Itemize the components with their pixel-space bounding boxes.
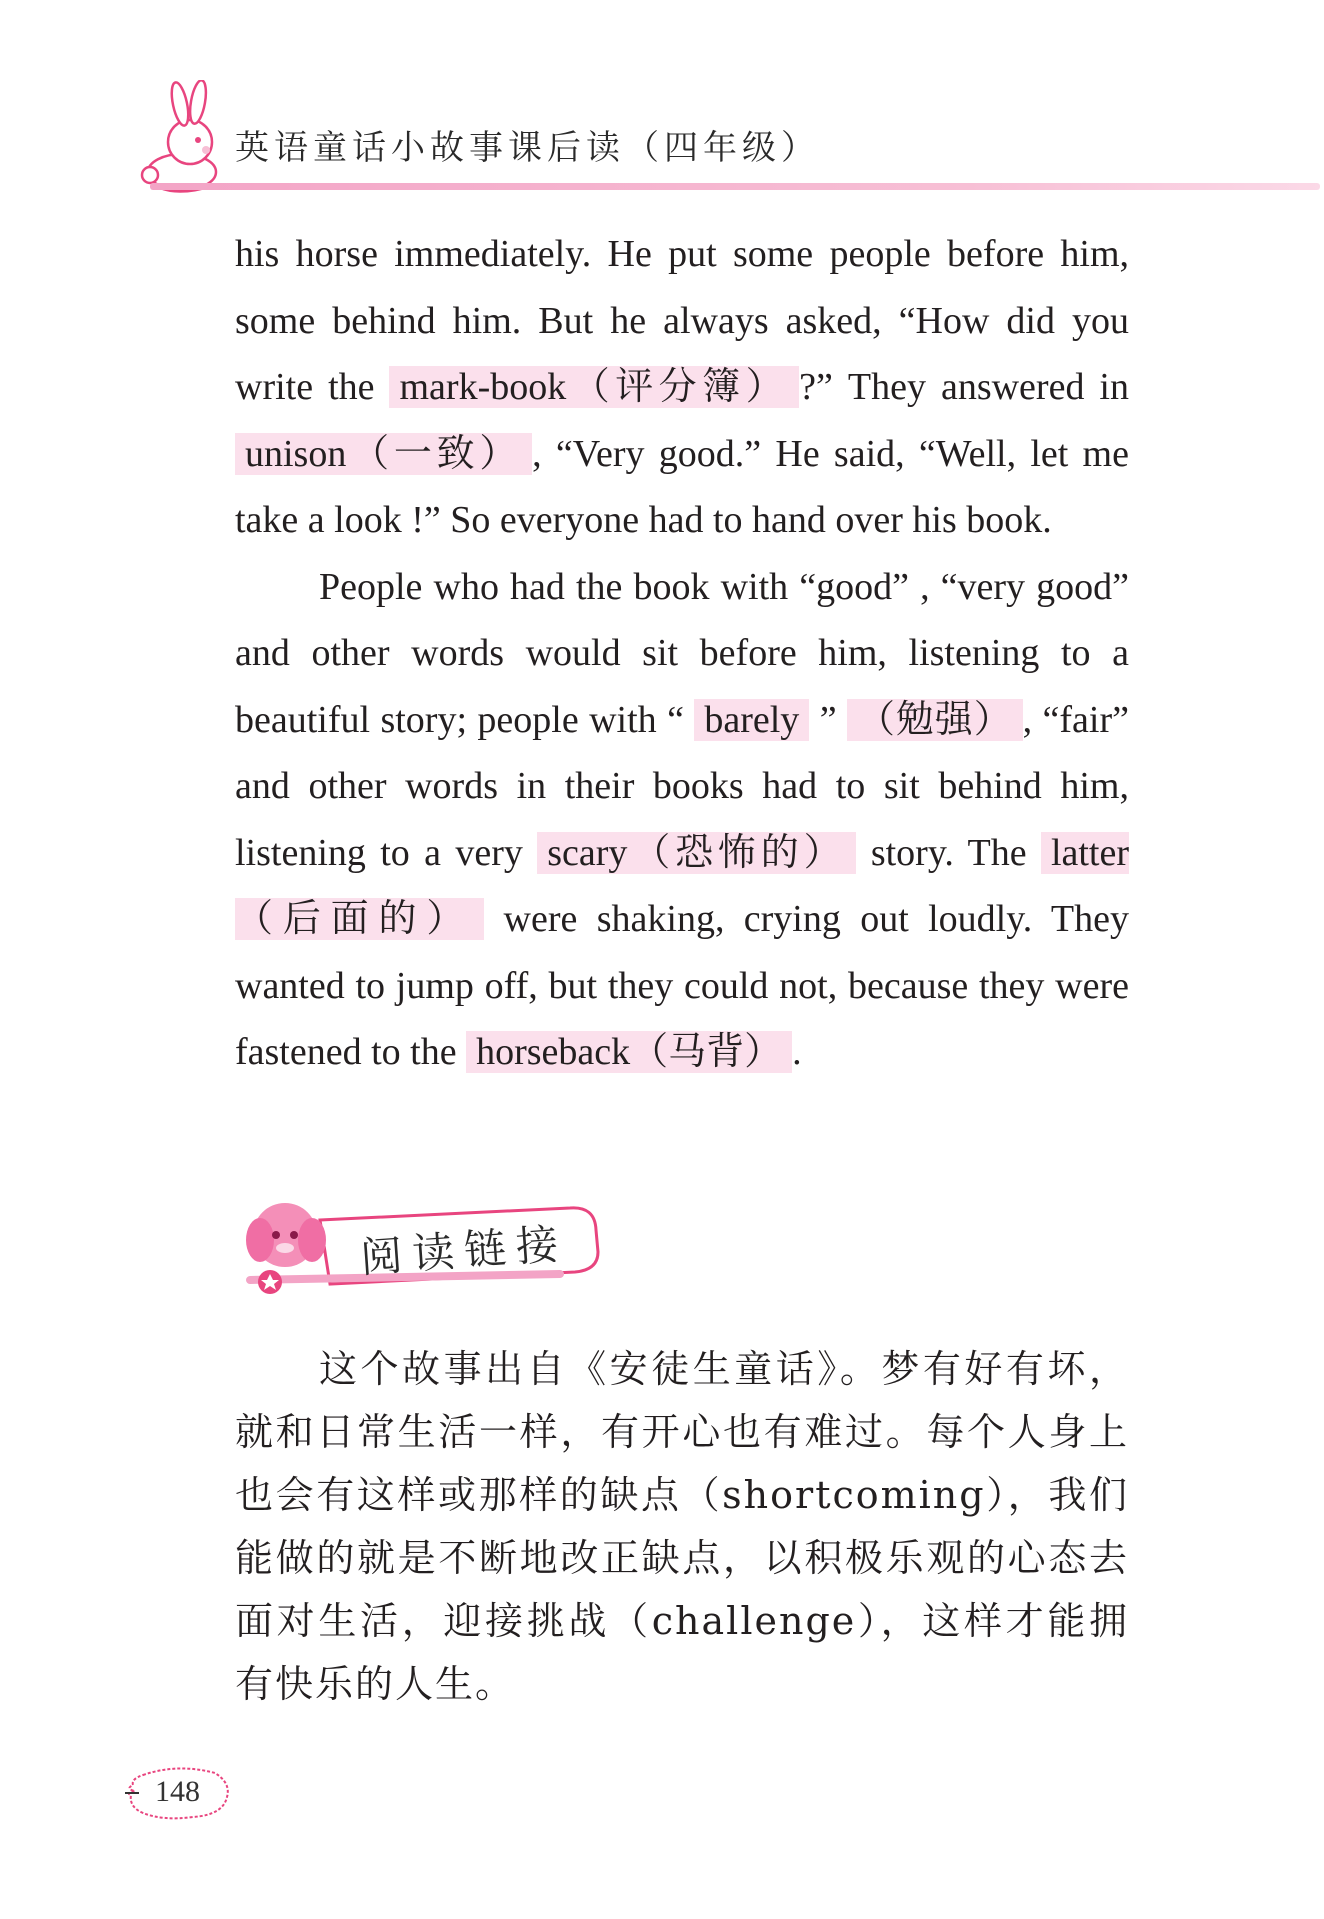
story-text-run: were shaking, crying out loudly. They wanted to jump off, but they could not, because they were fastened to the [235, 898, 1129, 1073]
story-paragraph-1 [235, 221, 1129, 554]
reading-link-paragraph: 这个故事出自《安徒生童话》。梦有好有坏，就和日常生活一样，有开心也有难过。每个人身上也会有这样或那样的缺点（shortcoming），我们能做的就是不断地改正缺点，以积极乐观的心态去面对生活，迎接挑战（challenge），这样才能拥有快乐的人生。 [235, 1347, 1129, 1706]
header-rule [150, 183, 1320, 190]
vocab-highlight: scary（恐怖的） [537, 832, 856, 874]
story-text-run: , “fair” and other words in their books had to sit behind him, listening to a very [235, 698, 1129, 874]
story-text-run: story. The [856, 831, 1041, 874]
page-number: 148 [155, 1775, 200, 1808]
story-text-run: People who had the book with “good” , “very good” and other words would sit before him, listening to a beautiful story; people with “ [235, 565, 1129, 741]
story-text-run: . [792, 1031, 802, 1073]
story-text-run: ” [809, 698, 847, 741]
vocab-highlight: unison（一致） [235, 433, 532, 475]
vocab-highlight: barely [694, 699, 809, 741]
reading-link-text [235, 1338, 1129, 1716]
vocab-highlight: （勉强） [847, 699, 1023, 741]
vocab-highlight: mark-book（评分簿） [389, 366, 799, 408]
story-text-run: his horse immediately. He put some people before him, some behind him. But he always asked, “How did you write the [235, 233, 1129, 408]
section-title: 阅读链接 [358, 1218, 570, 1283]
vocab-highlight: horseback（马背） [466, 1031, 792, 1073]
header-title: 英语童话小故事课后读（四年级） [235, 128, 820, 168]
story-paragraph-2 [235, 554, 1129, 1086]
story-text-run: ?” They answered in [799, 366, 1129, 408]
page-header [0, 0, 1324, 200]
vocab-highlight: latter（后面的） [235, 831, 1129, 940]
story-text-run: , “Very good.” He said, “Well, let me take a look !” So everyone had to hand over his book. [235, 432, 1129, 541]
story-text [235, 221, 1129, 1086]
rabbit-icon [120, 80, 240, 200]
